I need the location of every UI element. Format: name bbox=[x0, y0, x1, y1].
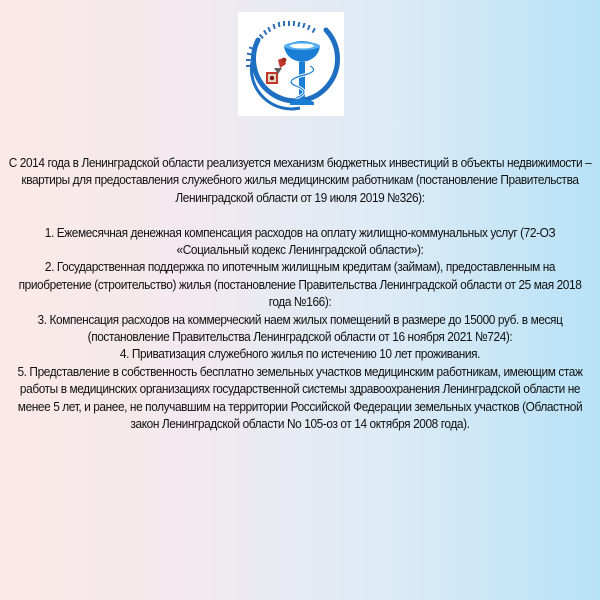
benefits-text bbox=[8, 154, 591, 432]
benefit-item-3: 3. Компенсация расходов на коммерческий наем жилых помещений в размере до 15000 руб. в месяц (постановление Правительства Ленинградской области от 16 ноября 2021 №724): bbox=[37, 311, 563, 345]
benefit-item-5: 5. Представление в собственность бесплатно земельных участков медицинским работникам, имеющим стаж работы в медицинских организациях государственной системы здравоохранения Ленинградской области не менее 5 лет, и ранее, не получавшим на территории Российской Федерации земельных участков (Областной закон Ленинградской области No 105-оз от 14 октября 2008 года). bbox=[17, 363, 583, 432]
spacer bbox=[8, 206, 591, 223]
benefit-item-1: 1. Ежемесячная денежная компенсация расходов на оплату жилищно-коммунальных услуг (72-ОЗ «Социальный кодекс Ленинградской области»): bbox=[44, 224, 556, 258]
benefit-item-2: 2. Государственная поддержка по ипотечным жилищным кредитам (займам), предоставленным на приобретение (строительство) жилья (постановление Правительства Ленинградской области от 25 мая 2018 года №166): bbox=[18, 259, 582, 310]
benefit-item-4: 4. Приватизация служебного жилья по истечению 10 лет проживания. bbox=[119, 346, 481, 362]
intro-paragraph: С 2014 года в Ленинградской области реализуется механизм бюджетных инвестиций в объекты недвижимости – квартиры для предоставления служебного жилья медицинским работникам (постановление Правительства Ленинградской области от 19 июля 2019 №326): bbox=[8, 155, 592, 205]
bowl-of-hygieia-icon bbox=[238, 12, 344, 116]
hospital-logo bbox=[238, 12, 344, 116]
